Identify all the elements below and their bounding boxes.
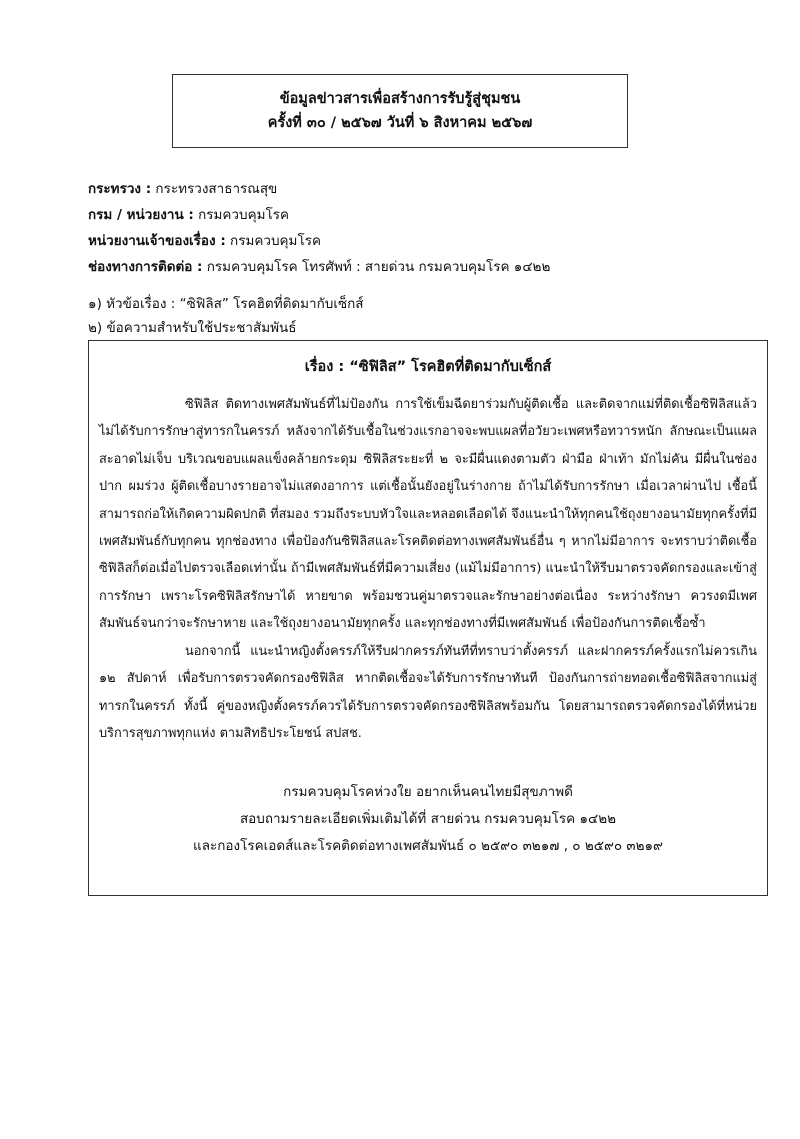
closing-line-1: กรมควบคุมโรคห่วงใย อยากเห็นคนไทยมีสุขภาพดี: [283, 784, 573, 800]
content-paragraph-2: [99, 638, 757, 748]
header-title: ข้อมูลข่าวสารเพื่อสร้างการรับรู้สู่ชุมชน: [279, 91, 521, 107]
closing-line-3: และกองโรคเอดส์และโรคติดต่อทางเพศสัมพันธ์ ๐ ๒๕๙๐ ๓๒๑๗ , ๐ ๒๕๙๐ ๓๒๑๙: [193, 838, 663, 854]
meta-ministry-label: กระทรวง :: [88, 181, 152, 197]
meta-ministry: [88, 177, 277, 199]
topic-item-2: ๒) ข้อความสำหรับใช้ประชาสัมพันธ์: [88, 320, 297, 336]
closing-line-2: สอบถามรายละเอียดเพิ่มเติมได้ที่ สายด่วน กรมควบคุมโรค ๑๔๒๒: [239, 811, 617, 827]
topic-item-1: ๑) หัวข้อเรื่อง : “ซิฟิลิส” โรคฮิตที่ติดมากับเซ็กส์: [88, 296, 364, 312]
content-paragraph-1: [99, 391, 757, 638]
content-paragraph-2-text: นอกจากนี้ แนะนำหญิงตั้งครรภ์ให้รีบฝากครรภ์ทันทีที่ทราบว่าตั้งครรภ์ และฝากครรภ์ครั้งแรกไม่ควรเกิน ๑๒ สัปดาห์ เพื่อรับการตรวจคัดกรองซิฟิลิส หากติดเชื้อจะได้รับการรักษาทันที ป้องกันการถ่ายทอดเชื้อซิฟิลิสจากแม่สู่ทารกในครรภ์ ทั้งนี้ คู่ของหญิงตั้งครรภ์ควรได้รับการตรวจคัดกรองซิฟิลิสพร้อมกัน โดยสามารถตรวจคัดกรองได้ที่หน่วยบริการสุขภาพทุกแห่ง ตามสิทธิประโยชน์ สปสช.: [99, 644, 757, 742]
content-paragraph-1-text: ซิฟิลิส ติดทางเพศสัมพันธ์ที่ไม่ป้องกัน การใช้เข็มฉีดยาร่วมกับผู้ติดเชื้อ และติดจากแม่ที่ติดเชื้อซิฟิลิสแล้วไม่ได้รับการรักษาสู่ทารกในครรภ์ หลังจากได้รับเชื้อในช่วงแรกอาจจะพบแผลที่อวัยวะเพศหรือทวารหนัก ลักษณะเป็นแผลสะอาดไม่เจ็บ บริเวณขอบแผลแข็งคล้ายกระดุม ซิฟิลิสระยะที่ ๒ จะมีผื่นแดงตามตัว ฝ่ามือ ฝ่าเท้า มักไม่คัน มีผื่นในช่องปาก ผมร่วง ผู้ติดเชื้อบางรายอาจไม่แสดงอาการ แต่เชื้อนั้นยังอยู่ในร่างกาย ถ้าไม่ได้รับการรักษา เมื่อเวลาผ่านไป เชื้อนี้สามารถก่อให้เกิดความผิดปกติ ที่สมอง รวมถึงระบบหัวใจและหลอดเลือดได้ จึงแนะนำให้ทุกคนใช้ถุงยางอนามัยทุกครั้งที่มีเพศสัมพันธ์กับทุกคน ทุกช่องทาง เพื่อป้องกันซิฟิลิสและโรคติดต่อทางเพศสัมพันธ์อื่น ๆ หากไม่มีอาการ จะทราบว่าติดเชื้อซิฟิลิสก็ต่อเมื่อไปตรวจเลือดเท่านั้น ถ้ามีเพศสัมพันธ์ที่มีความเสี่ยง (แม้ไม่มีอาการ) แนะนำให้รีบมาตรวจคัดกรองและเข้าสู่การรักษา เพราะโรคซิฟิลิสรักษาได้ หายขาด พร้อมชวนคู่มาตรวจและรักษาอย่างต่อเนื่อง ระหว่างรักษา ควรงดมีเพศสัมพันธ์จนกว่าจะรักษาหาย และใช้ถุงยางอนามัยทุกครั้ง และทุกช่องทางที่มีเพศสัมพันธ์ เพื่อป้องกันการติดเชื้อซ้ำ: [99, 397, 757, 632]
meta-owner-value: กรมควบคุมโรค: [230, 233, 321, 249]
header-issue-date: ครั้งที่ ๓๐ / ๒๕๖๗ วันที่ ๖ สิงหาคม ๒๕๖๗: [267, 115, 533, 131]
meta-department-value: กรมควบคุมโรค: [198, 207, 290, 223]
closing-message: [89, 779, 767, 860]
meta-owner: [88, 229, 321, 251]
meta-department-label: กรม / หน่วยงาน :: [88, 207, 194, 223]
meta-contact: [88, 255, 550, 277]
content-title: เรื่อง : “ซิฟิลิส” โรคฮิตที่ติดมากับเซ็กส์: [304, 359, 552, 375]
meta-contact-value: กรมควบคุมโรค โทรศัพท์ : สายด่วน กรมควบคุมโรค ๑๔๒๒: [206, 259, 551, 275]
meta-contact-label: ช่องทางการติดต่อ :: [88, 259, 203, 275]
meta-owner-label: หน่วยงานเจ้าของเรื่อง :: [88, 233, 226, 249]
document-header-box: [172, 74, 628, 148]
meta-department: [88, 203, 289, 225]
content-box: [88, 340, 768, 896]
meta-ministry-value: กระทรวงสาธารณสุข: [155, 181, 278, 197]
